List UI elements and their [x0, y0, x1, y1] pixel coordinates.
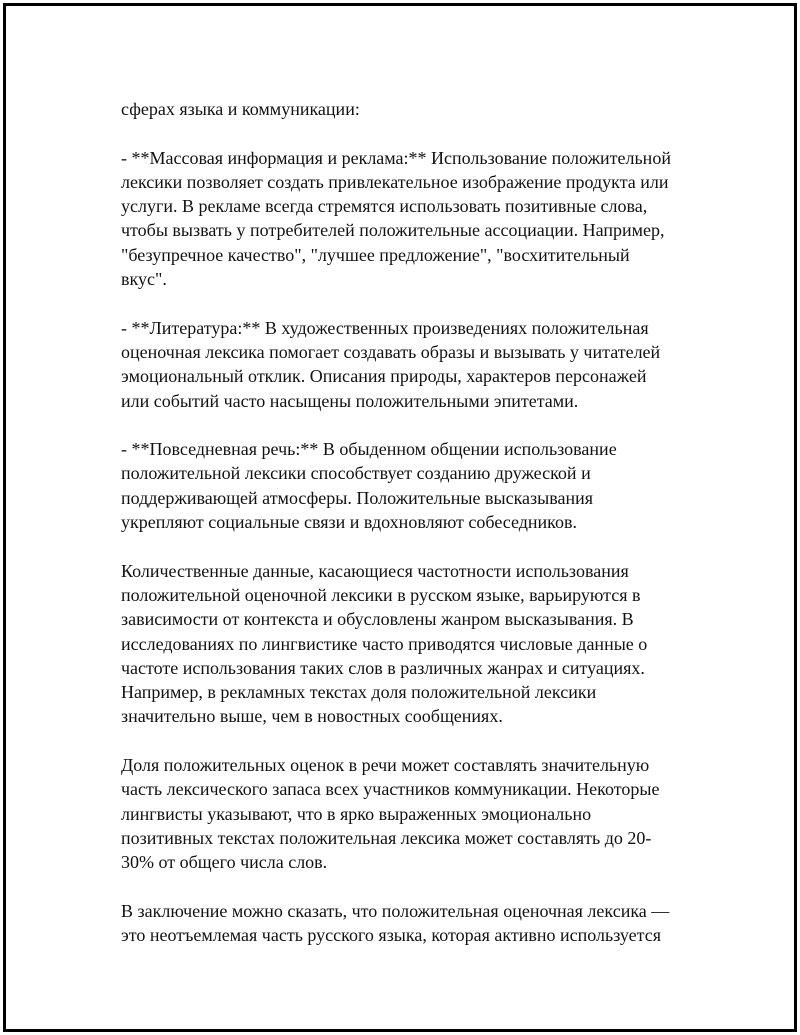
paragraph-continuation: сферах языка и коммуникации:	[121, 99, 360, 119]
paragraph-quantitative-data: Количественные данные, касающиеся частотности использования положительной оценочной лексики в русском языке, варьируются в зависимости от контекста и обусловлены жанром высказывания. В исследованиях по лингвистике часто приводятся числовые данные о частоте использования таких слов в различных жанрах и ситуациях. Например, в рекламных текстах доля положительной лексики значительно выше, чем в новостных сообщениях.	[121, 560, 648, 727]
page-frame	[3, 3, 797, 1032]
paragraph-literature: - **Литература:** В художественных произведениях положительная оценочная лексика помогает создавать образы и вызывать у читателей эмоциональный отклик. Описания природы, характеров персонажей или событий часто насыщены положительными эпитетами.	[121, 317, 661, 411]
paragraph-conclusion: В заключение можно сказать, что положительная оценочная лексика — это неотъемлемая часть русского языка, которая активно используется	[121, 900, 670, 946]
paragraph-mass-media: - **Массовая информация и реклама:** Использование положительной лексики позволяет создать привлекательное изображение продукта или услуги. В рекламе всегда стремятся использовать позитивные слова, чтобы вызвать у потребителей положительные ассоциации. Например, "безупречное качество", "лучшее предложение", "восхитительный вкус".	[121, 147, 671, 290]
paragraph-everyday-speech: - **Повседневная речь:** В обыденном общении использование положительной лексики способствует созданию дружеской и поддерживающей атмосферы. Положительные высказывания укрепляют социальные связи и вдохновляют собеседников.	[121, 439, 617, 533]
document-body	[121, 97, 696, 947]
paragraph-share-of-positive: Доля положительных оценок в речи может составлять значительную часть лексического запаса всех участников коммуникации. Некоторые лингвисты указывают, что в ярко выраженных эмоционально позитивных текстах положительная лексика может составлять до 20- 30% от общего числа слов.	[121, 755, 660, 873]
